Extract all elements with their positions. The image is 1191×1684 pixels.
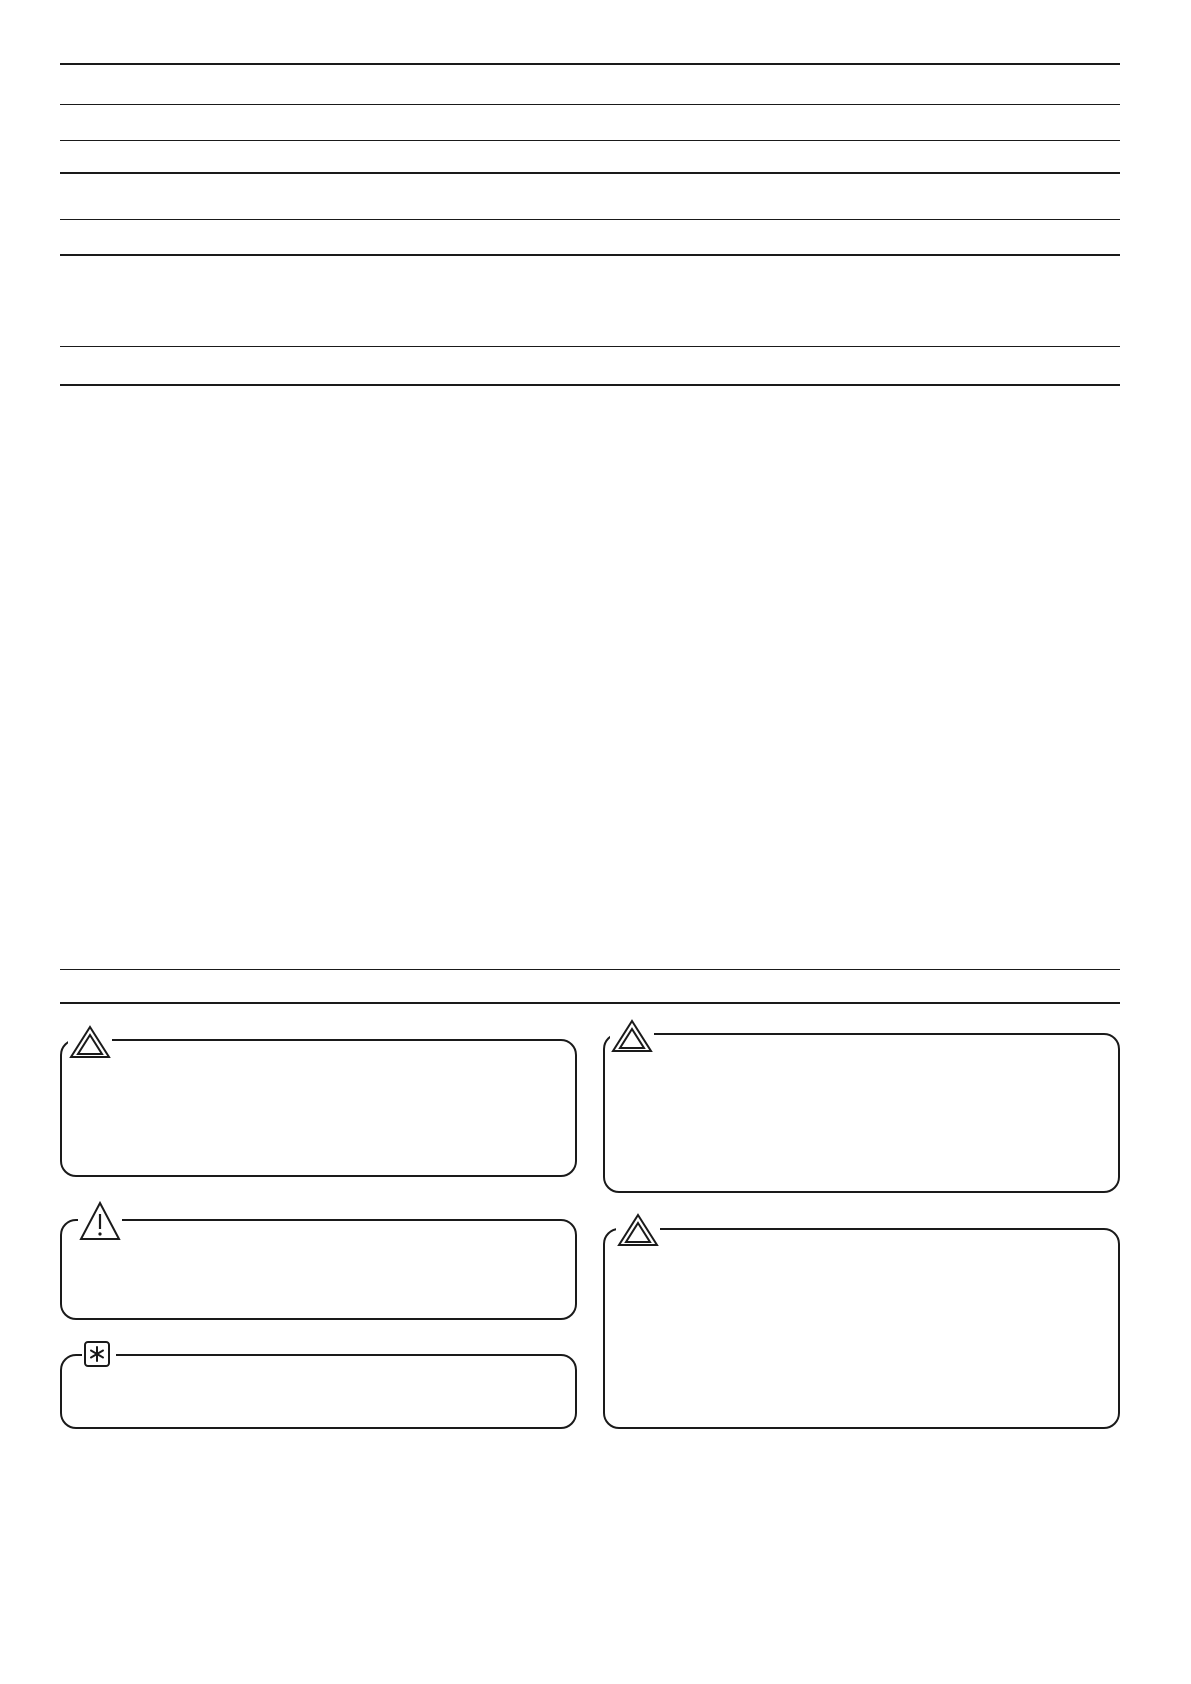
rule-10	[60, 1002, 1120, 1004]
danger-notice-top-left	[60, 1039, 577, 1177]
rule-7	[60, 346, 1120, 347]
rule-1	[60, 63, 1120, 65]
rule-4	[60, 172, 1120, 174]
rule-3	[60, 140, 1120, 141]
rule-9	[60, 969, 1120, 970]
rule-2	[60, 104, 1120, 105]
caution-exclamation-icon	[78, 1200, 122, 1242]
danger-notice-bottom-right	[603, 1228, 1120, 1429]
warning-double-triangle-icon	[68, 1024, 112, 1060]
caution-notice-middle-left	[60, 1219, 577, 1320]
danger-notice-top-right	[603, 1033, 1120, 1193]
note-panel-bottom-left	[60, 1354, 577, 1429]
rule-8	[60, 384, 1120, 386]
rule-5	[60, 219, 1120, 220]
warning-double-triangle-icon	[610, 1018, 654, 1054]
rule-6	[60, 254, 1120, 256]
asterisk-note-icon	[82, 1339, 116, 1369]
warning-double-triangle-icon	[616, 1212, 660, 1248]
